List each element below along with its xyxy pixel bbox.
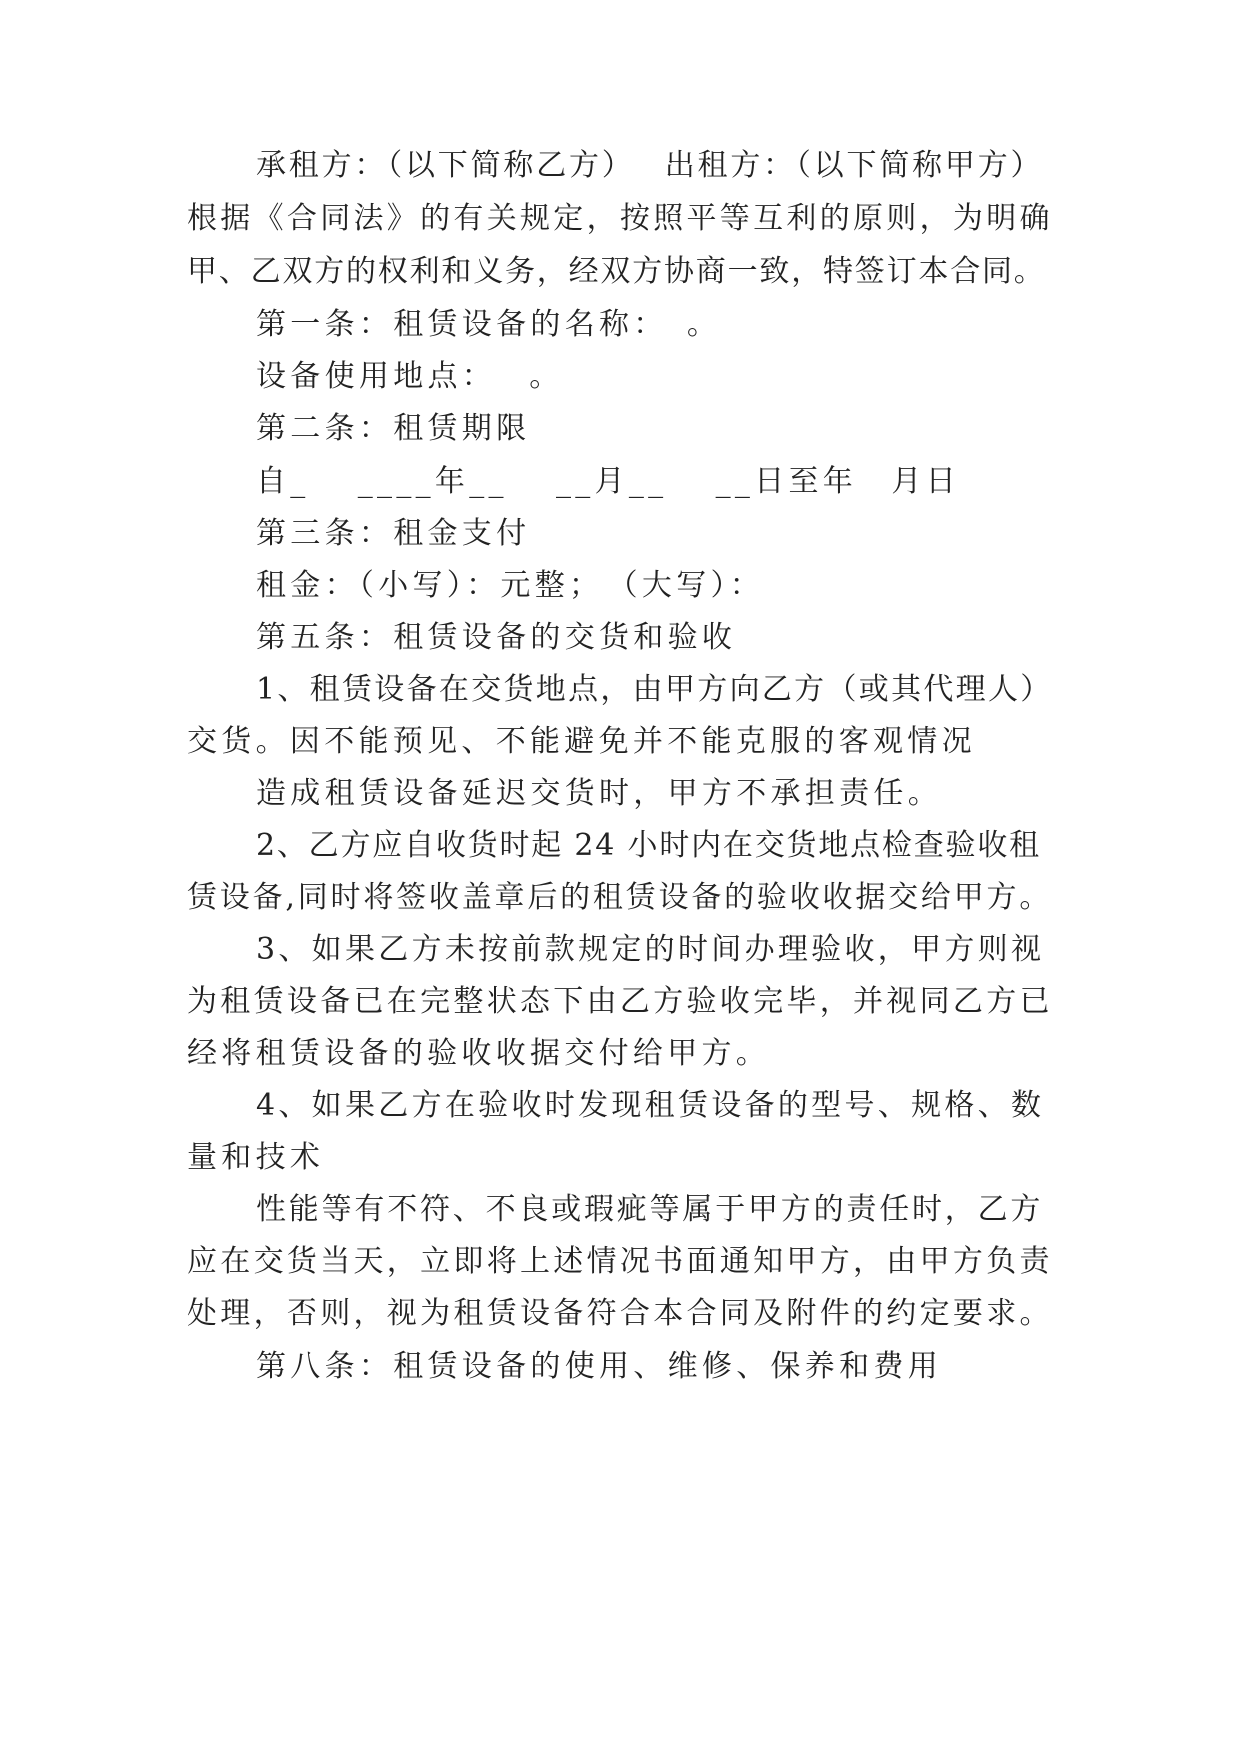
clause-3-line-3: 经将租赁设备的验收收据交付给甲方。 — [187, 1036, 771, 1071]
article-8-heading: 第八条：租赁设备的使用、维修、保养和费用 — [256, 1349, 942, 1384]
clause-4-line-4: 应在交货当天，立即将上述情况书面通知甲方，由甲方负责 — [187, 1244, 1053, 1279]
clause-1-line-3: 造成租赁设备延迟交货时，甲方不承担责任。 — [256, 776, 942, 811]
clause-4-line-5: 处理，否则，视为租赁设备符合本合同及附件的约定要求。 — [187, 1296, 1053, 1331]
clause-2-line-1: 2、乙方应自收货时起 24 小时内在交货地点检查验收租 — [256, 828, 1041, 863]
clause-4-line-3: 性能等有不符、不良或瑕疵等属于甲方的责任时，乙方 — [256, 1192, 1044, 1227]
clause-4-line-2: 量和技术 — [187, 1140, 325, 1175]
equipment-location-line: 设备使用地点： 。 — [256, 359, 564, 394]
preamble-line-1: 根据《合同法》的有关规定，按照平等互利的原则，为明确 — [187, 201, 1053, 236]
lease-period-line: 自_ ____年__ __月__ __日至年 月日 — [256, 464, 961, 499]
article-2-heading: 第二条：租赁期限 — [256, 411, 531, 446]
preamble-line-2: 甲、乙双方的权利和义务，经双方协商一致，特签订本合同。 — [187, 254, 1046, 289]
clause-3-line-1: 3、如果乙方未按前款规定的时间办理验收，甲方则视 — [256, 932, 1045, 967]
clause-1-line-1: 1、租赁设备在交货地点，由甲方向乙方（或其代理人） — [256, 672, 1053, 707]
clause-4-line-1: 4、如果乙方在验收时发现租赁设备的型号、规格、数 — [256, 1088, 1045, 1123]
article-5-heading: 第五条：租赁设备的交货和验收 — [256, 620, 737, 655]
clause-2-line-2: 赁设备,同时将签收盖章后的租赁设备的验收收据交给甲方。 — [187, 880, 1053, 915]
article-3-heading: 第三条：租金支付 — [256, 516, 531, 551]
parties-line: 承租方：（以下简称乙方） 出租方：（以下简称甲方） — [256, 148, 1044, 183]
article-1-heading: 第一条：租赁设备的名称： 。 — [256, 307, 722, 342]
clause-3-line-2: 为租赁设备已在完整状态下由乙方验收完毕，并视同乙方已 — [187, 984, 1053, 1019]
rent-amount-line: 租金：（小写）：元整； （大写）： — [256, 568, 765, 603]
clause-1-line-2: 交货。因不能预见、不能避免并不能克服的客观情况 — [187, 724, 976, 759]
